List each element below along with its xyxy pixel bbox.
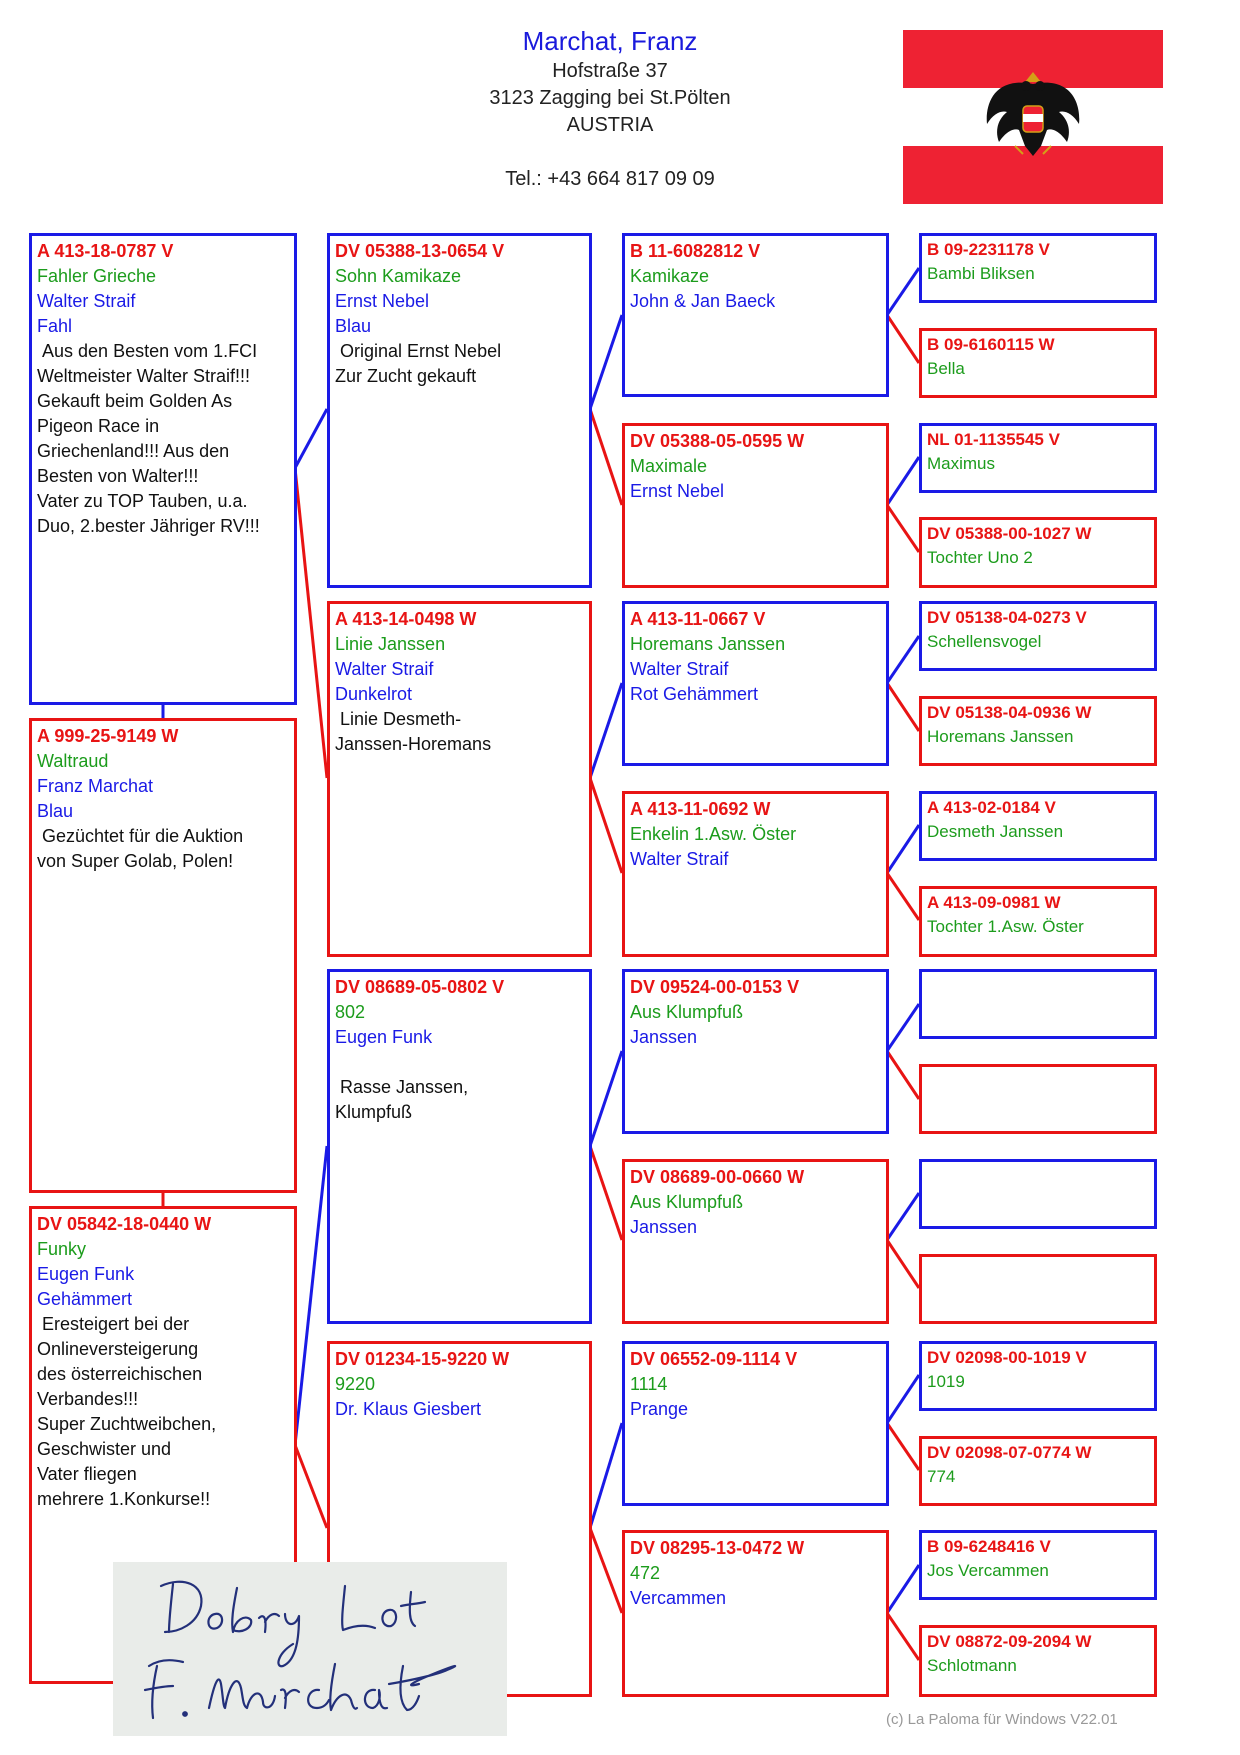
breeder: Prange	[630, 1399, 689, 1419]
ring-number: A 413-02-0184 V	[927, 798, 1056, 817]
ring-number: B 09-6248416 V	[927, 1537, 1051, 1556]
pigeon-name: Bella	[927, 359, 965, 378]
ring-number: DV 02098-00-1019 V	[927, 1348, 1087, 1367]
ring-number: DV 05388-13-0654 V	[335, 241, 505, 261]
pedigree-card-g3-7[interactable]	[919, 791, 1157, 861]
pigeon-name: 802	[335, 1002, 366, 1022]
breeder-name: Marchat, Franz	[522, 26, 698, 56]
ring-number: B 09-6160115 W	[927, 335, 1055, 354]
pedigree-card-g2-8[interactable]	[622, 1530, 889, 1697]
pigeon-name: 1019	[927, 1372, 965, 1391]
pigeon-name: Schellensvogel	[927, 632, 1042, 651]
breeder: Ernst Nebel	[335, 291, 430, 311]
pedigree-card-g3-13[interactable]	[919, 1341, 1157, 1411]
pigeon-name: Fahler Grieche	[37, 266, 157, 286]
signature-image	[113, 1562, 507, 1736]
breeder: Walter Straif	[335, 659, 434, 679]
breeder-country: AUSTRIA	[566, 114, 654, 136]
pigeon-color: Rot Gehämmert	[630, 684, 759, 704]
notes: Original Ernst Nebel Zur Zucht gekauft	[335, 341, 502, 386]
pigeon-name: 1114	[630, 1374, 668, 1394]
ring-number: B 09-2231178 V	[927, 240, 1050, 259]
breeder: Janssen	[630, 1027, 698, 1047]
breeder-street: Hofstraße 37	[552, 60, 668, 82]
signature-icon	[113, 1562, 507, 1736]
pigeon-name: 472	[630, 1563, 661, 1583]
pedigree-card-g3-8[interactable]	[919, 886, 1157, 957]
pigeon-name: Tochter Uno 2	[927, 548, 1033, 567]
pigeon-name: Jos Vercammen	[927, 1561, 1049, 1580]
pedigree-card-g2-3[interactable]	[622, 601, 889, 766]
pigeon-name: Schlotmann	[927, 1656, 1017, 1675]
pigeon-name: Sohn Kamikaze	[335, 266, 462, 286]
copyright-text: (c) La Paloma für Windows V22.01	[886, 1711, 1118, 1728]
pedigree-card-g1-sire-2[interactable]	[327, 969, 592, 1324]
ring-number: DV 08689-05-0802 V	[335, 977, 505, 997]
breeder: Ernst Nebel	[630, 481, 725, 501]
pigeon-name: Enkelin 1.Asw. Öster	[630, 824, 797, 844]
breeder: Eugen Funk	[37, 1264, 135, 1284]
ring-number: DV 01234-15-9220 W	[335, 1349, 510, 1369]
notes: Aus den Besten vom 1.FCI Weltmeister Walter Straif!!! Gekauft beim Golden As Pigeon Race in Griechenland!!! Aus den Besten von Walter!!! Vater zu TOP Tauben, u.a. Duo, 2.bester Jähriger RV!!!	[37, 341, 260, 536]
notes: Eresteigert bei der Onlineversteigerung des österreichischen Verbandes!!! Super Zuchtweibchen, Geschwister und Vater fliegen mehrere 1.Konkurse!!	[37, 1314, 217, 1509]
pigeon-name: Linie Janssen	[335, 634, 446, 654]
pigeon-name: Funky	[37, 1239, 87, 1259]
pigeon-color: Gehämmert	[37, 1289, 133, 1309]
pedigree-card-g3-10[interactable]	[919, 1064, 1157, 1134]
breeder: Franz Marchat	[37, 776, 154, 796]
ring-number: B 11-6082812 V	[630, 241, 761, 261]
ring-number: DV 05138-04-0936 W	[927, 703, 1092, 722]
pedigree-card-g3-3[interactable]	[919, 423, 1157, 493]
pigeon-name: Maximus	[927, 454, 996, 473]
pigeon-name: Bambi Bliksen	[927, 264, 1035, 283]
breeder: John & Jan Baeck	[630, 291, 776, 311]
pedigree-card-g3-5[interactable]	[919, 601, 1157, 671]
pedigree-card-g3-11[interactable]	[919, 1159, 1157, 1229]
pedigree-card-g2-6[interactable]	[622, 1159, 889, 1324]
pigeon-name: Aus Klumpfuß	[630, 1002, 744, 1022]
pedigree-card-g3-14[interactable]	[919, 1436, 1157, 1506]
pigeon-name: Maximale	[630, 456, 708, 476]
pedigree-card-g2-1[interactable]	[622, 233, 889, 397]
ring-number: DV 05138-04-0273 V	[927, 608, 1087, 627]
pigeon-name: Kamikaze	[630, 266, 710, 286]
pedigree-card-g3-6[interactable]	[919, 696, 1157, 766]
pigeon-color: Blau	[37, 801, 74, 821]
pigeon-color: Dunkelrot	[335, 684, 413, 704]
pedigree-card-g3-16[interactable]	[919, 1625, 1157, 1697]
ring-number: A 413-11-0692 W	[630, 799, 771, 819]
pedigree-card-g3-15[interactable]	[919, 1530, 1157, 1600]
ring-number: DV 08872-09-2094 W	[927, 1632, 1092, 1651]
breeder: Walter Straif	[37, 291, 136, 311]
pedigree-card-g3-2[interactable]	[919, 328, 1157, 398]
pedigree-card-g3-1[interactable]	[919, 233, 1157, 303]
pigeon-name: Horemans Janssen	[927, 727, 1074, 746]
breeder: Vercammen	[630, 1588, 727, 1608]
ring-number: DV 08295-13-0472 W	[630, 1538, 805, 1558]
breeder-city: 3123 Zagging bei St.Pölten	[489, 87, 731, 109]
breeder: Eugen Funk	[335, 1027, 433, 1047]
pedigree-card-g3-12[interactable]	[919, 1254, 1157, 1324]
pigeon-color	[335, 1050, 584, 1075]
ring-number: A 413-14-0498 W	[335, 609, 477, 629]
ring-number: DV 06552-09-1114 V	[630, 1349, 798, 1369]
pigeon-name: 774	[927, 1467, 956, 1486]
ring-number: DV 05388-05-0595 W	[630, 431, 805, 451]
pedigree-card-subject-sire[interactable]	[29, 233, 297, 705]
notes: Rasse Janssen, Klumpfuß	[335, 1077, 469, 1122]
pigeon-color: Fahl	[37, 316, 73, 336]
pigeon-name: Horemans Janssen	[630, 634, 786, 654]
breeder: Dr. Klaus Giesbert	[335, 1399, 482, 1419]
pigeon-color: Blau	[335, 316, 372, 336]
pedigree-card-g2-2[interactable]	[622, 423, 889, 588]
ring-number: DV 05388-00-1027 W	[927, 524, 1092, 543]
ring-number: NL 01-1135545 V	[927, 430, 1060, 449]
ring-number: A 413-11-0667 V	[630, 609, 766, 629]
ring-number: A 413-09-0981 W	[927, 893, 1061, 912]
pigeon-name: Tochter 1.Asw. Öster	[927, 917, 1084, 936]
breeder: Janssen	[630, 1217, 698, 1237]
ring-number: DV 08689-00-0660 W	[630, 1167, 805, 1187]
breeder: Walter Straif	[630, 849, 729, 869]
pigeon-name: Waltraud	[37, 751, 109, 771]
ring-number: DV 02098-07-0774 W	[927, 1443, 1092, 1462]
breeder-phone: Tel.: +43 664 817 09 09	[505, 168, 715, 190]
ring-number: DV 09524-00-0153 V	[630, 977, 800, 997]
pigeon-name: Aus Klumpfuß	[630, 1192, 744, 1212]
notes: Linie Desmeth- Janssen-Horemans	[335, 709, 492, 754]
notes: Gezüchtet für die Auktion von Super Golab, Polen!	[37, 826, 244, 871]
ring-number: A 413-18-0787 V	[37, 241, 174, 261]
breeder: Walter Straif	[630, 659, 729, 679]
ring-number: A 999-25-9149 W	[37, 726, 179, 746]
pedigree-card-subject-dam[interactable]	[29, 718, 297, 1193]
pigeon-name: 9220	[335, 1374, 376, 1394]
pedigree-card-g1-dam[interactable]	[327, 601, 592, 957]
ring-number: DV 05842-18-0440 W	[37, 1214, 212, 1234]
pedigree-card-g3-9[interactable]	[919, 969, 1157, 1039]
pedigree-card-g1-sire[interactable]	[327, 233, 592, 588]
pedigree-card-g2-4[interactable]	[622, 791, 889, 957]
pedigree-card-g3-4[interactable]	[919, 517, 1157, 588]
pedigree-card-g2-7[interactable]	[622, 1341, 889, 1506]
pigeon-name: Desmeth Janssen	[927, 822, 1064, 841]
pedigree-card-g2-5[interactable]	[622, 969, 889, 1134]
